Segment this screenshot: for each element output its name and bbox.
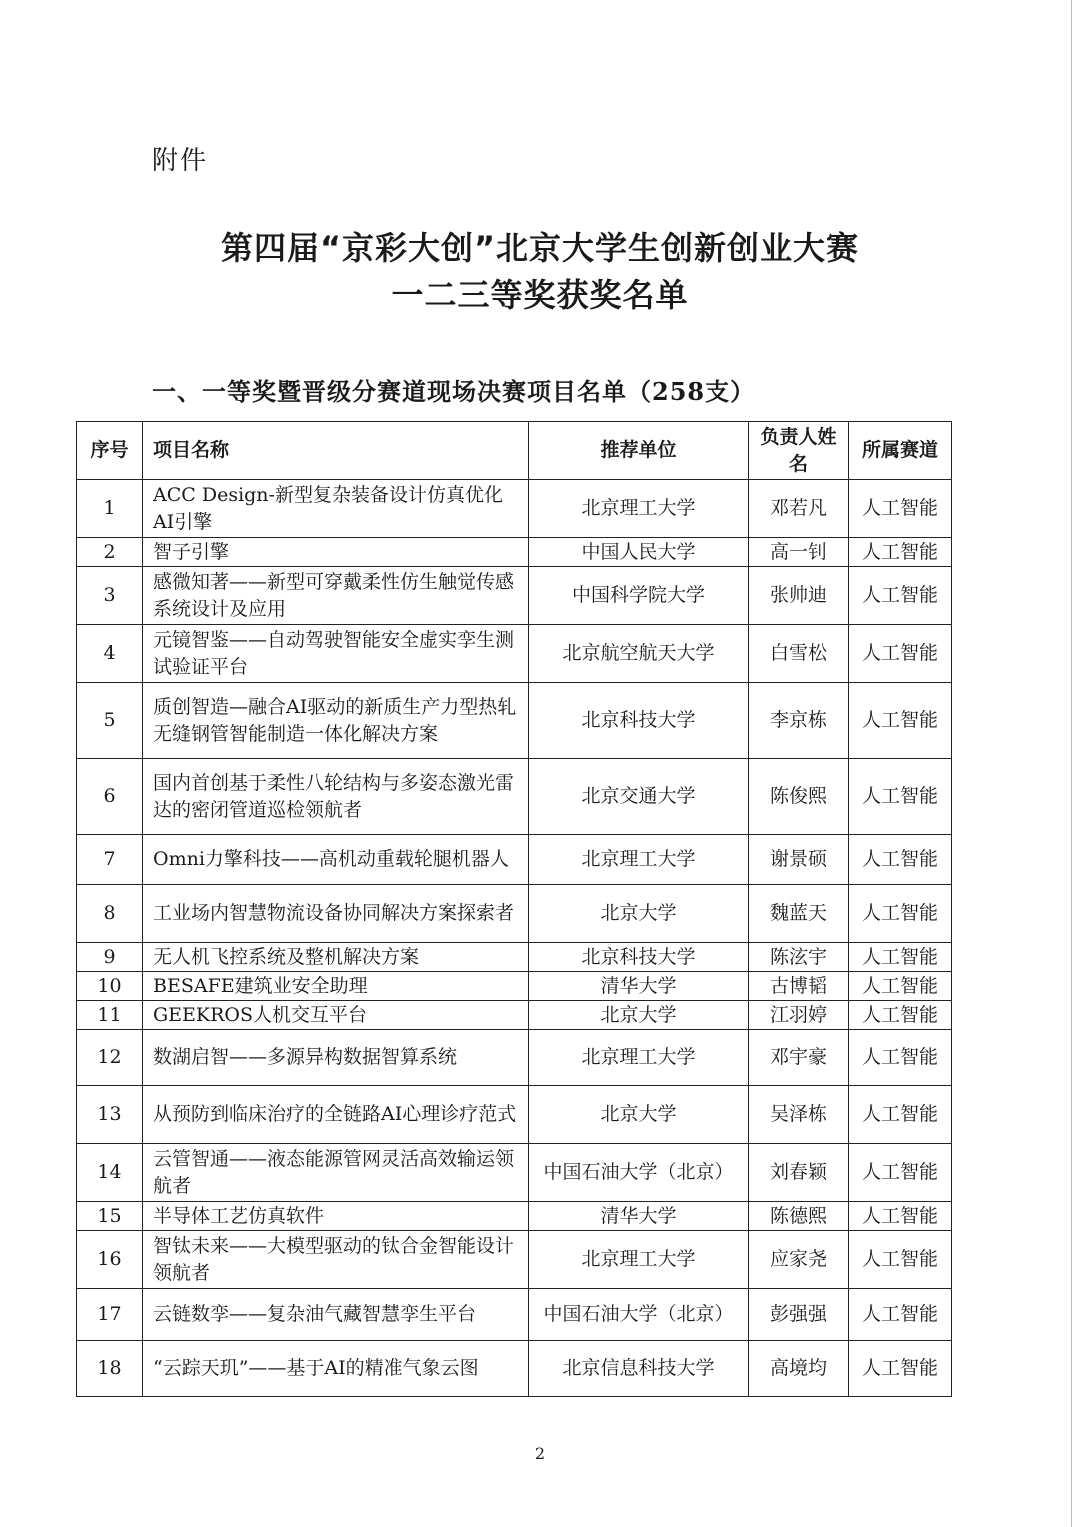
cell-track: 人工智能: [849, 943, 952, 972]
cell-project-name: BESAFE建筑业安全助理: [143, 972, 529, 1001]
table-row: [77, 1231, 952, 1289]
cell-recommending-unit: 北京航空航天大学: [529, 625, 749, 683]
cell-no: 4: [77, 625, 143, 683]
cell-track: 人工智能: [849, 1289, 952, 1341]
table-row: [77, 1341, 952, 1397]
cell-recommending-unit: 北京科技大学: [529, 943, 749, 972]
cell-no: 11: [77, 1001, 143, 1030]
table-row: [77, 759, 952, 835]
cell-project-name: 感微知著——新型可穿戴柔性仿生触觉传感系统设计及应用: [143, 567, 529, 625]
cell-project-name: 云链数孪——复杂油气藏智慧孪生平台: [143, 1289, 529, 1341]
cell-project-name: “云踪天玑”——基于AI的精准气象云图: [143, 1341, 529, 1397]
cell-recommending-unit: 北京理工大学: [529, 835, 749, 885]
table-row: [77, 972, 952, 1001]
cell-no: 10: [77, 972, 143, 1001]
table-row: [77, 1289, 952, 1341]
table-row: [77, 683, 952, 759]
cell-project-name: 数湖启智——多源异构数据智算系统: [143, 1030, 529, 1086]
attachment-label: 附件: [152, 146, 209, 176]
cell-no: 14: [77, 1144, 143, 1202]
cell-recommending-unit: 清华大学: [529, 1202, 749, 1231]
cell-leader-name: 谢景硕: [749, 835, 849, 885]
cell-track: 人工智能: [849, 1341, 952, 1397]
cell-no: 13: [77, 1086, 143, 1144]
cell-leader-name: 应家尧: [749, 1231, 849, 1289]
table-row: [77, 538, 952, 567]
table-header-row: [77, 422, 952, 480]
table-row: [77, 885, 952, 943]
section-heading: 一、一等奖暨晋级分赛道现场决赛项目名单（258支）: [152, 377, 756, 406]
table-row: [77, 1001, 952, 1030]
cell-leader-name: 陈德熙: [749, 1202, 849, 1231]
cell-no: 3: [77, 567, 143, 625]
cell-recommending-unit: 中国石油大学（北京）: [529, 1144, 749, 1202]
cell-leader-name: 高一钊: [749, 538, 849, 567]
cell-project-name: 工业场内智慧物流设备协同解决方案探索者: [143, 885, 529, 943]
cell-track: 人工智能: [849, 885, 952, 943]
cell-recommending-unit: 北京大学: [529, 1001, 749, 1030]
header-leader-name: 负责人姓名: [749, 422, 849, 480]
cell-leader-name: 江羽婷: [749, 1001, 849, 1030]
cell-leader-name: 陈泫宇: [749, 943, 849, 972]
cell-no: 9: [77, 943, 143, 972]
cell-project-name: 从预防到临床治疗的全链路AI心理诊疗范式: [143, 1086, 529, 1144]
cell-leader-name: 白雪松: [749, 625, 849, 683]
header-recommending-unit: 推荐单位: [529, 422, 749, 480]
cell-project-name: 半导体工艺仿真软件: [143, 1202, 529, 1231]
cell-track: 人工智能: [849, 1030, 952, 1086]
cell-project-name: 无人机飞控系统及整机解决方案: [143, 943, 529, 972]
cell-track: 人工智能: [849, 1144, 952, 1202]
cell-leader-name: 刘春颖: [749, 1144, 849, 1202]
cell-track: 人工智能: [849, 972, 952, 1001]
cell-recommending-unit: 北京大学: [529, 885, 749, 943]
cell-recommending-unit: 北京科技大学: [529, 683, 749, 759]
cell-project-name: 智子引擎: [143, 538, 529, 567]
table-row: [77, 1030, 952, 1086]
header-project-name: 项目名称: [143, 422, 529, 480]
cell-track: 人工智能: [849, 1231, 952, 1289]
cell-no: 7: [77, 835, 143, 885]
header-track: 所属赛道: [849, 422, 952, 480]
cell-recommending-unit: 清华大学: [529, 972, 749, 1001]
cell-track: 人工智能: [849, 1001, 952, 1030]
cell-no: 15: [77, 1202, 143, 1231]
cell-no: 1: [77, 480, 143, 538]
award-table: [76, 421, 952, 1397]
cell-track: 人工智能: [849, 625, 952, 683]
cell-no: 18: [77, 1341, 143, 1397]
header-no: 序号: [77, 422, 143, 480]
cell-project-name: 智钛未来——大模型驱动的钛合金智能设计领航者: [143, 1231, 529, 1289]
cell-no: 6: [77, 759, 143, 835]
cell-recommending-unit: 北京理工大学: [529, 480, 749, 538]
cell-recommending-unit: 北京交通大学: [529, 759, 749, 835]
cell-project-name: 国内首创基于柔性八轮结构与多姿态激光雷达的密闭管道巡检领航者: [143, 759, 529, 835]
cell-no: 12: [77, 1030, 143, 1086]
cell-track: 人工智能: [849, 683, 952, 759]
cell-no: 2: [77, 538, 143, 567]
cell-no: 16: [77, 1231, 143, 1289]
cell-project-name: 元镜智鉴——自动驾驶智能安全虚实孪生测试验证平台: [143, 625, 529, 683]
table-row: [77, 625, 952, 683]
cell-no: 5: [77, 683, 143, 759]
cell-leader-name: 魏蓝天: [749, 885, 849, 943]
cell-no: 8: [77, 885, 143, 943]
cell-project-name: 质创智造—融合AI驱动的新质生产力型热轧无缝钢管智能制造一体化解决方案: [143, 683, 529, 759]
cell-recommending-unit: 中国石油大学（北京）: [529, 1289, 749, 1341]
table-row: [77, 835, 952, 885]
cell-track: 人工智能: [849, 759, 952, 835]
cell-recommending-unit: 北京大学: [529, 1086, 749, 1144]
cell-track: 人工智能: [849, 835, 952, 885]
cell-track: 人工智能: [849, 538, 952, 567]
cell-leader-name: 古博韬: [749, 972, 849, 1001]
cell-leader-name: 吴泽栋: [749, 1086, 849, 1144]
page-number: 2: [534, 1444, 546, 1463]
cell-track: 人工智能: [849, 1086, 952, 1144]
table-row: [77, 1086, 952, 1144]
cell-track: 人工智能: [849, 480, 952, 538]
cell-leader-name: 陈俊熙: [749, 759, 849, 835]
table-row: [77, 567, 952, 625]
cell-track: 人工智能: [849, 567, 952, 625]
cell-project-name: Omni力擎科技——高机动重载轮腿机器人: [143, 835, 529, 885]
table-row: [77, 1202, 952, 1231]
table-row: [77, 480, 952, 538]
document-title-line1: 第四届“京彩大创”北京大学生创新创业大赛: [220, 229, 860, 267]
cell-leader-name: 邓宇豪: [749, 1030, 849, 1086]
document-title-line2: 一二三等奖获奖名单: [391, 276, 689, 314]
cell-recommending-unit: 中国人民大学: [529, 538, 749, 567]
cell-recommending-unit: 北京理工大学: [529, 1231, 749, 1289]
cell-project-name: 云管智通——液态能源管网灵活高效输运领航者: [143, 1144, 529, 1202]
table-row: [77, 1144, 952, 1202]
cell-recommending-unit: 北京理工大学: [529, 1030, 749, 1086]
table-row: [77, 943, 952, 972]
cell-leader-name: 彭强强: [749, 1289, 849, 1341]
cell-leader-name: 高境均: [749, 1341, 849, 1397]
cell-leader-name: 李京栋: [749, 683, 849, 759]
cell-project-name: GEEKROS人机交互平台: [143, 1001, 529, 1030]
cell-recommending-unit: 北京信息科技大学: [529, 1341, 749, 1397]
cell-project-name: ACC Design-新型复杂装备设计仿真优化AI引擎: [143, 480, 529, 538]
cell-leader-name: 邓若凡: [749, 480, 849, 538]
cell-recommending-unit: 中国科学院大学: [529, 567, 749, 625]
cell-track: 人工智能: [849, 1202, 952, 1231]
cell-leader-name: 张帅迪: [749, 567, 849, 625]
cell-no: 17: [77, 1289, 143, 1341]
